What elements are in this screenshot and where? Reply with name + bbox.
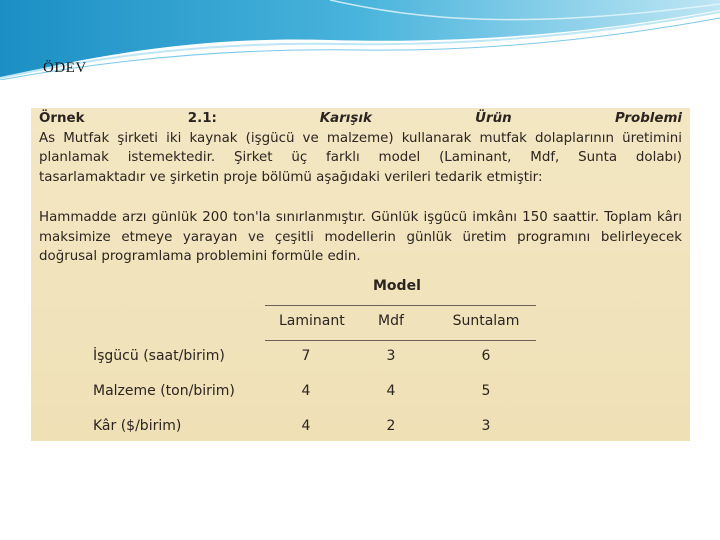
problem-paragraph-1	[39, 109, 682, 187]
paragraph-2-line-2: kârı maksimize etmeye yarayan ve çeşitli modellerin günlük üretim programını belirleyecek	[39, 210, 682, 245]
column-header-laminant: Laminant	[279, 313, 345, 329]
cell-material-suntalam: 5	[481, 383, 491, 399]
cell-profit-suntalam: 3	[481, 418, 491, 434]
paragraph-2-last-line: doğrusal programlama problemini formüle edin.	[39, 249, 361, 264]
row-label-material: Malzeme (ton/birim)	[93, 383, 235, 399]
cell-material-mdf: 4	[386, 383, 396, 399]
example-label: Örnek 2.1:	[39, 111, 217, 126]
cell-profit-mdf: 2	[386, 418, 396, 434]
paragraph-1-line-2: planlamak istemektedir. Şirket üç farklı model (Laminant, Mdf, Sunta dolabı)	[39, 150, 682, 165]
paragraph-2-line-1: Hammadde arzı günlük 200 ton'la sınırlanmıştır. Günlük işgücü imkânı 150 saattir. Toplam	[39, 210, 652, 225]
column-header-mdf: Mdf	[378, 313, 404, 329]
header-wave-decoration	[0, 0, 720, 80]
slide-title: ÖDEV	[43, 60, 87, 76]
problem-image-panel	[31, 108, 690, 441]
column-header-suntalam: Suntalam	[452, 313, 520, 329]
table-top-rule	[265, 305, 536, 306]
cell-labor-laminant: 7	[301, 348, 311, 364]
row-label-labor: İşgücü (saat/birim)	[93, 348, 225, 364]
example-title: Karışık Ürün Problemi	[319, 111, 682, 126]
cell-labor-mdf: 3	[386, 348, 396, 364]
row-label-profit: Kâr ($/birim)	[93, 418, 182, 434]
cell-labor-suntalam: 6	[481, 348, 491, 364]
paragraph-1-last-line: tasarlamaktadır ve şirketin proje bölümü aşağıdaki verileri tedarik etmiştir:	[39, 169, 543, 185]
cell-material-laminant: 4	[301, 383, 311, 399]
paragraph-1-line-1: As Mutfak şirketi iki kaynak (işgücü ve malzeme) kullanarak mutfak dolaplarının üretimini	[39, 130, 682, 146]
table-model-header: Model	[373, 278, 421, 294]
cell-profit-laminant: 4	[301, 418, 311, 434]
problem-paragraph-2	[39, 208, 682, 267]
table-header-rule	[265, 340, 536, 341]
